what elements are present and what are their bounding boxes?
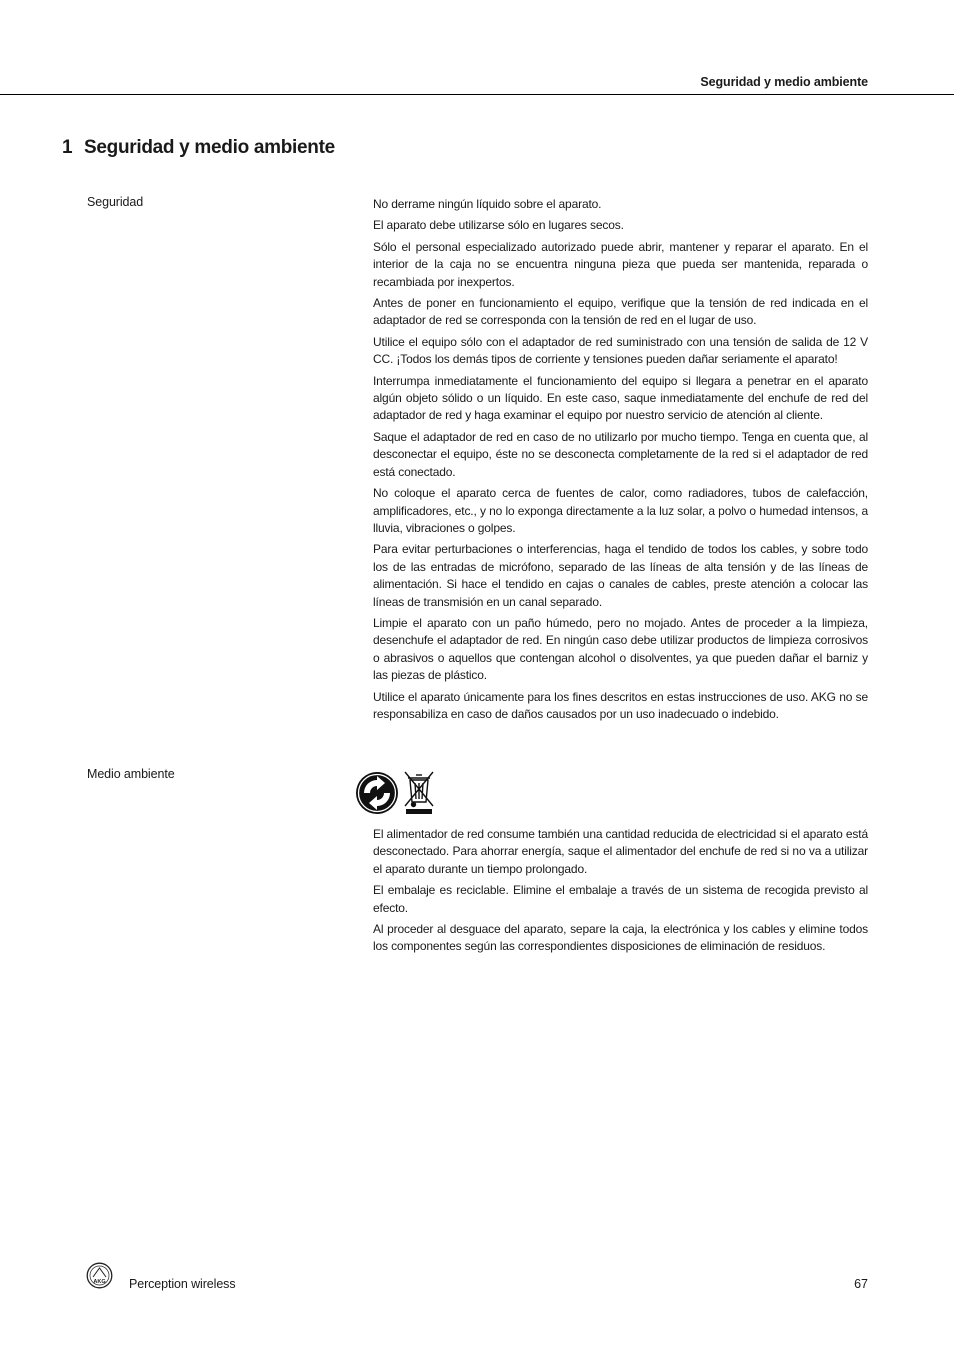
chapter-number: 1	[62, 137, 73, 158]
safety-paragraph: Utilice el equipo sólo con el adaptador de red suministrado con una tensión de salida de 12 V CC. ¡Todos los demás tipos de corriente y tensiones pueden dañar seriamente el aparato!	[373, 334, 868, 367]
safety-paragraph: No derrame ningún líquido sobre el aparato.	[373, 197, 602, 211]
akg-logo	[86, 1262, 113, 1289]
green-dot-recycling-icon	[356, 772, 398, 814]
environment-paragraph: El alimentador de red consume también una cantidad reducida de electricidad si el aparato está desconectado. Para ahorrar energía, saque el alimentador del enchufe de red si no va a utilizar el aparato durante un tiempo prolongado.	[373, 827, 868, 876]
safety-paragraph: Saque el adaptador de red en caso de no utilizarlo por mucho tiempo. Tenga en cuenta que, al desconectar el equipo, éste no se desconecta completamente de la red si el adaptador de red está conectado.	[373, 429, 868, 479]
akg-logo-icon	[86, 1262, 113, 1289]
section-label-environment: Medio ambiente	[87, 767, 175, 781]
safety-paragraph: Limpie el aparato con un paño húmedo, pero no mojado. Antes de proceder a la limpieza, desenchufe el adaptador de red. En ningún caso debe utilizar productos de limpieza corrosivos o abrasivos o aquellos que contengan alcohol o disolventes, ya que pueden dañar el barniz y las piezas de plástico.	[373, 615, 868, 683]
environment-symbols	[354, 768, 444, 818]
chapter-title	[62, 137, 335, 159]
footer-product-name: Perception wireless	[129, 1277, 236, 1291]
environment-paragraph: Al proceder al desguace del aparato, separe la caja, la electrónica y los cables y elimine todos los componentes según las correspondientes disposiciones de eliminación de residuos.	[373, 922, 868, 954]
environment-symbols-svg	[354, 768, 444, 818]
safety-paragraph: Para evitar perturbaciones o interferencias, haga el tendido de todos los cables, y sobre todo los de las entradas de micrófono, separado de las líneas de alta tensión y de las líneas de alimentación. Si hace el tendido en cajas o canales de cables, preste atención a colocar las líneas de transmisión en un canal separado.	[373, 542, 868, 609]
safety-paragraph: El aparato debe utilizarse sólo en lugares secos.	[373, 218, 624, 233]
running-header-title: Seguridad y medio ambiente	[700, 75, 868, 89]
header-rule	[0, 94, 954, 95]
akg-logo-text: AKG	[93, 1279, 106, 1285]
chapter-title-text: Seguridad y medio ambiente	[84, 137, 335, 158]
safety-paragraph: Antes de poner en funcionamiento el equipo, verifique que la tensión de red indicada en el adaptador de red se corresponda con la tensión de red en el lugar de uso.	[373, 296, 868, 328]
safety-paragraph: Interrumpa inmediatamente el funcionamiento del equipo si llegara a penetrar en el aparato algún objeto sólido o un líquido. En este caso, saque inmediatamente del enchufe de red del adaptador de red y haga examinar el equipo por nuestro servicio de atención al cliente.	[373, 373, 868, 423]
crossed-out-wheelie-bin-icon	[405, 772, 433, 814]
safety-text-column	[373, 196, 868, 727]
safety-paragraph: No coloque el aparato cerca de fuentes de calor, como radiadores, tubos de calefacción, amplificadores, etc., y no lo exponga directamente a la luz solar, a polvo o humedad intensos, a lluvia, vibraciones o golpes.	[373, 486, 868, 535]
safety-paragraph: Sólo el personal especializado autorizado puede abrir, mantener y reparar el aparato. En el interior de la caja no se encuentra ninguna pieza que pueda ser mantenida, reparada o recambiada por inexpertos.	[373, 239, 868, 289]
section-label-safety: Seguridad	[87, 195, 144, 209]
environment-text-column	[373, 826, 868, 960]
environment-paragraph: El embalaje es reciclable. Elimine el embalaje a través de un sistema de recogida previsto al efecto.	[373, 883, 868, 915]
page-number: 67	[854, 1277, 868, 1291]
safety-paragraph: Utilice el aparato únicamente para los fines descritos en estas instrucciones de uso. AKG no se responsabiliza en caso de daños causados por un uso inadecuado o indebido.	[373, 689, 868, 721]
